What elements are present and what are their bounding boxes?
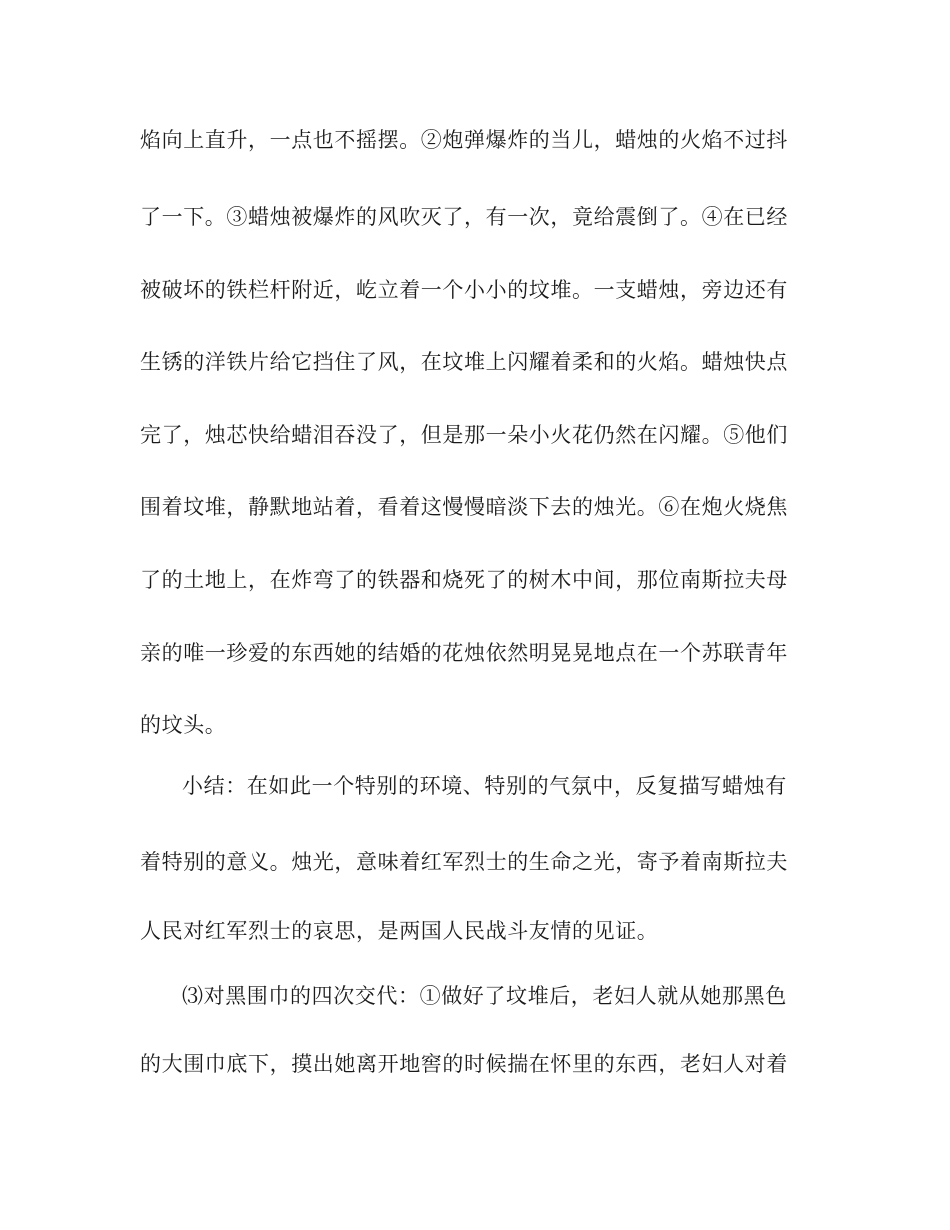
text-line: 着特别的意义。烛光，意味着红军烈士的生命之光，寄予着南斯拉夫 — [140, 850, 788, 874]
text-line: 围着坟堆，静默地站着，看着这慢慢暗淡下去的烛光。⑥在炮火烧焦 — [140, 495, 788, 519]
text-line: 的大围巾底下，摸出她离开地窖的时候揣在怀里的东西，老妇人对着 — [140, 1052, 788, 1076]
text-line: 亲的唯一珍爱的东西她的结婚的花烛依然明晃晃地点在一个苏联青年 — [140, 641, 788, 665]
text-line: 被破坏的铁栏杆附近，屹立着一个小小的坟堆。一支蜡烛，旁边还有 — [140, 278, 788, 302]
summary-line: 小结：在如此一个特别的环境、特别的气氛中，反复描写蜡烛有 — [182, 774, 787, 798]
text-line: 人民对红军烈士的哀思，是两国人民战斗友情的见证。 — [140, 919, 659, 943]
text-line: 焰向上直升，一点也不摇摆。②炮弹爆炸的当儿，蜡烛的火焰不过抖 — [140, 128, 788, 152]
text-line: 了的土地上，在炸弯了的铁器和烧死了的树木中间，那位南斯拉夫母 — [140, 568, 788, 592]
text-line: 了一下。③蜡烛被爆炸的风吹灭了，有一次，竟给震倒了。④在已经 — [140, 205, 788, 229]
text-line: 的坟头。 — [140, 713, 227, 737]
text-line: 完了，烛芯快给蜡泪吞没了，但是那一朵小火花仍然在闪耀。⑤他们 — [140, 423, 788, 447]
text-line: 生锈的洋铁片给它挡住了风，在坟堆上闪耀着柔和的火焰。蜡烛快点 — [140, 350, 788, 374]
section-line: ⑶对黑围巾的四次交代：①做好了坟堆后，老妇人就从她那黑色 — [182, 984, 787, 1008]
